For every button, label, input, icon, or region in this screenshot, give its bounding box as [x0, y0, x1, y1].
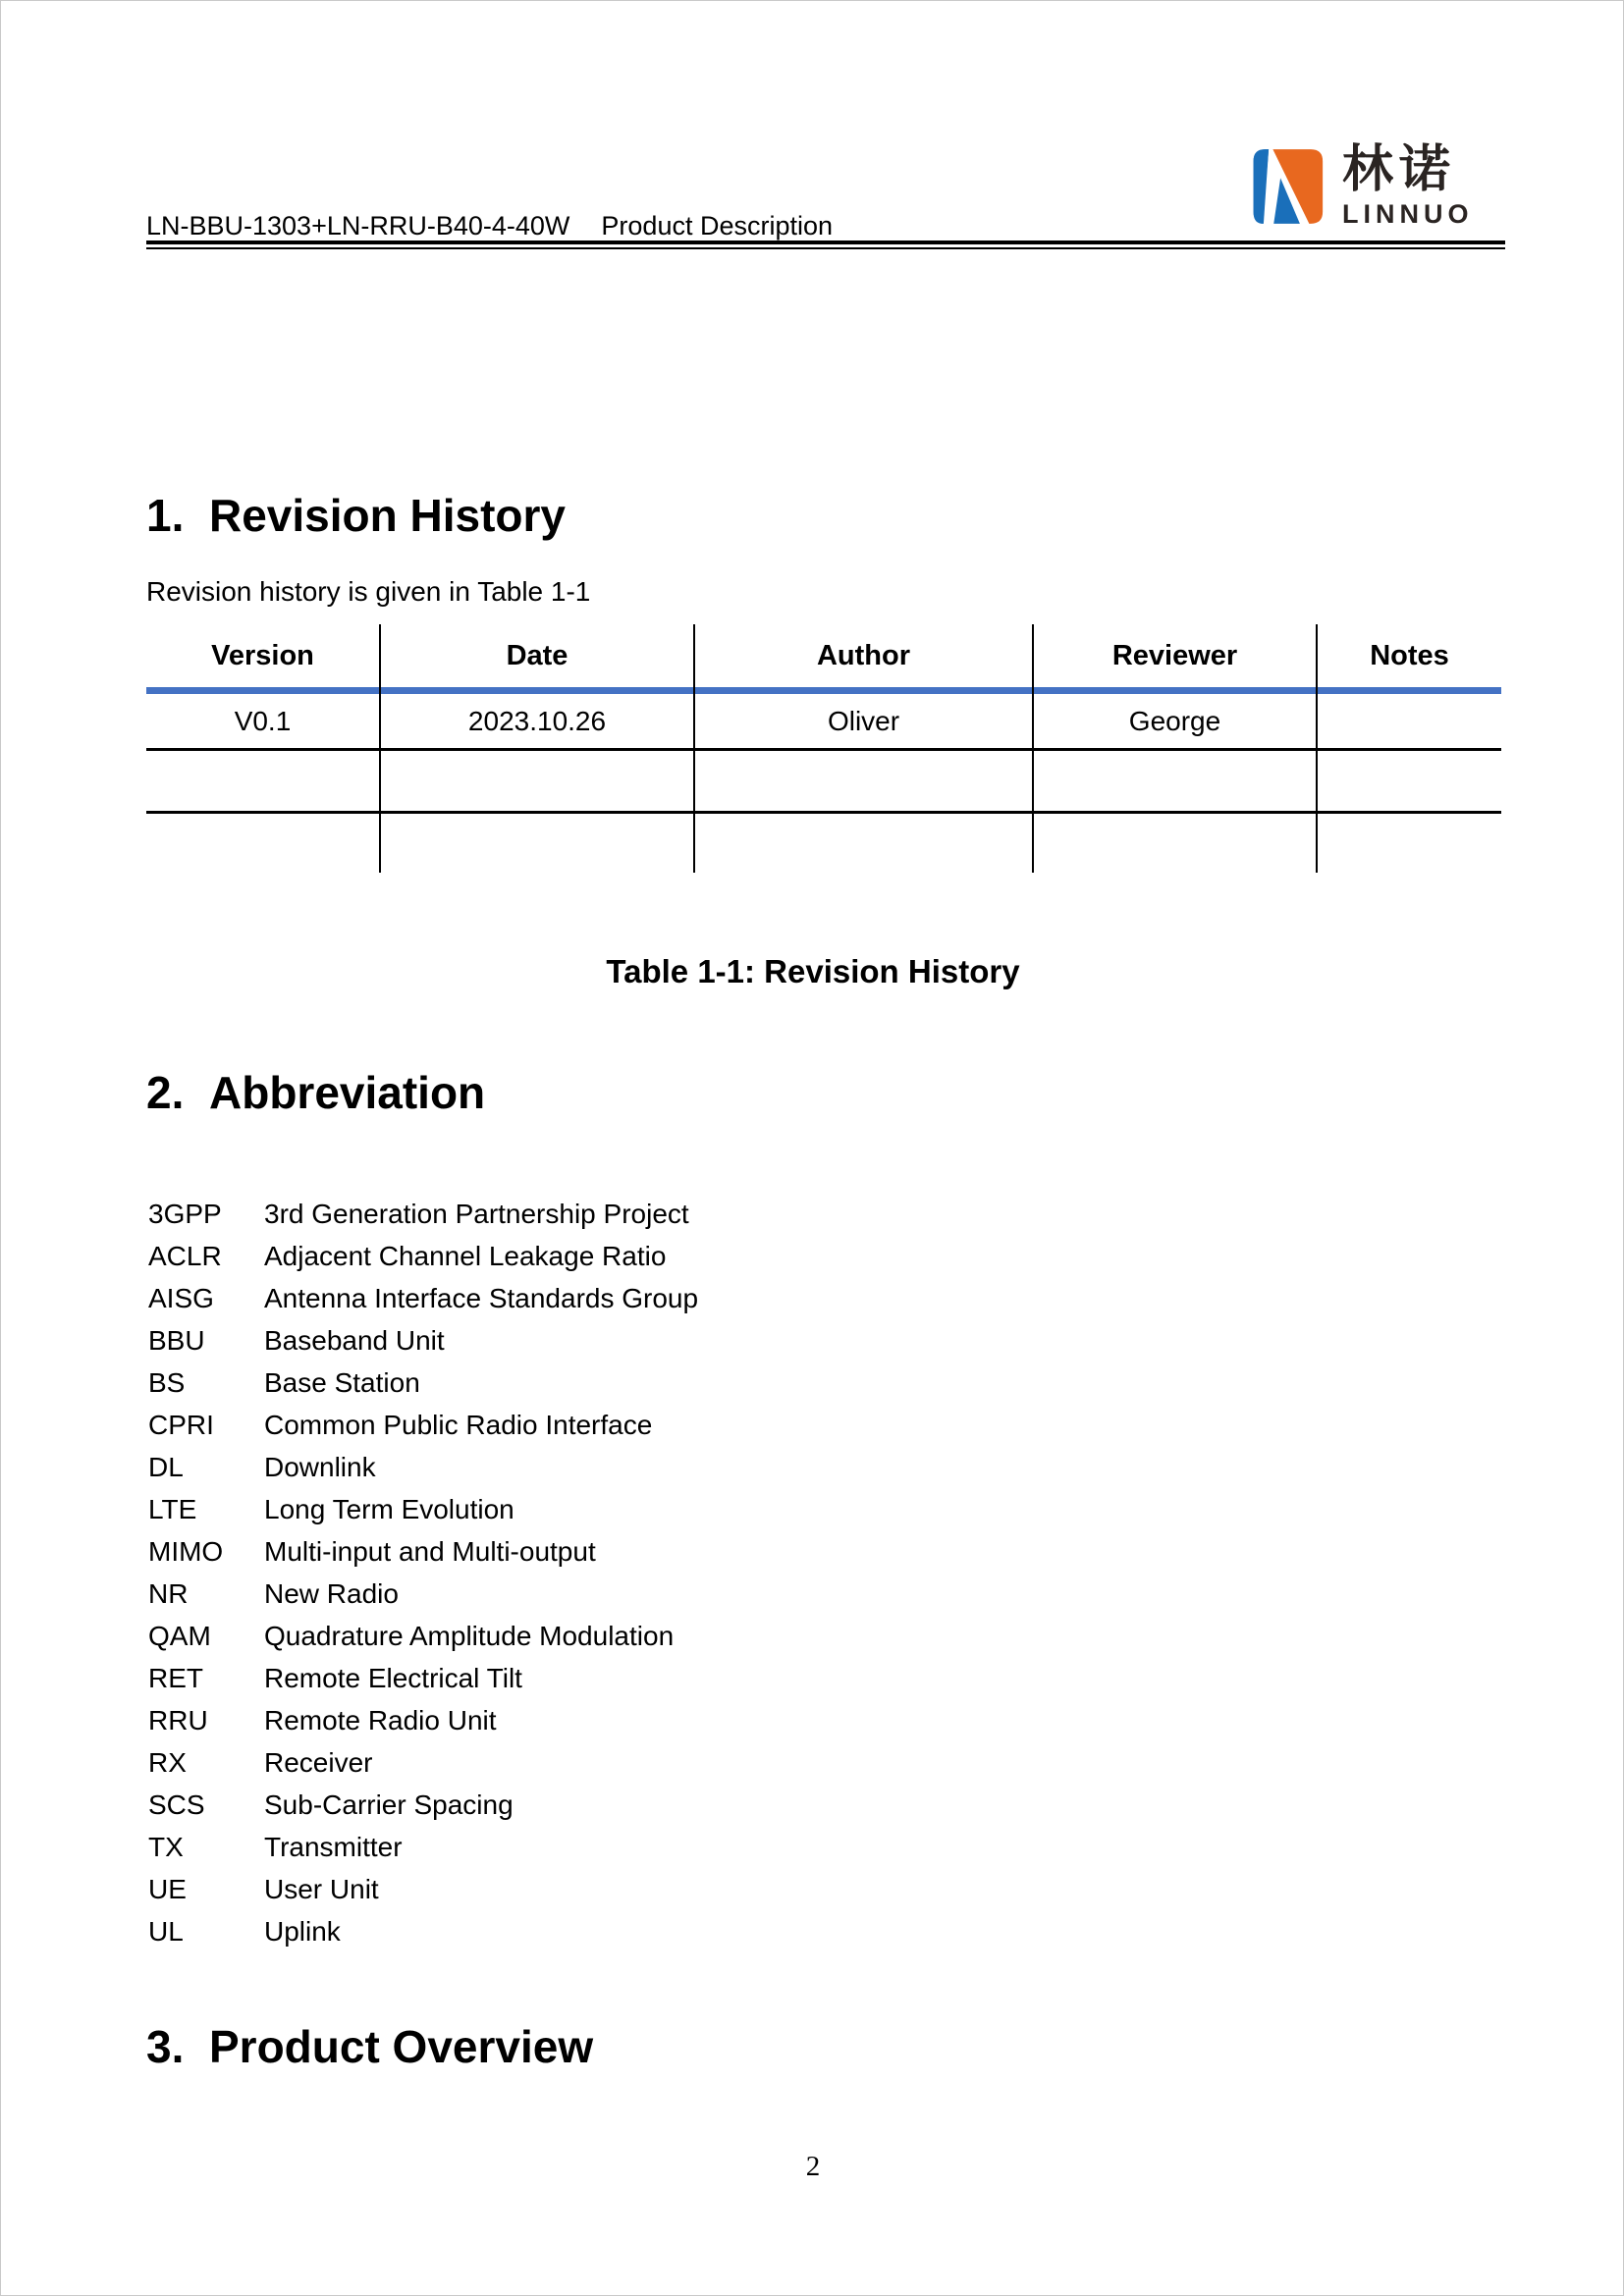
revision-history-table [146, 624, 1501, 873]
cell-author: Oliver [694, 694, 1033, 750]
heading-title: Revision History [209, 490, 566, 541]
abbrev-definition: Downlink [264, 1451, 376, 1482]
page-number: 2 [805, 2151, 821, 2182]
abbrev-row [148, 1868, 698, 1910]
abbrev-row [148, 1319, 698, 1362]
abbrev-row [148, 1699, 698, 1741]
cell-version: V0.1 [146, 694, 380, 750]
table-row [146, 813, 1501, 874]
abbrev-definition: Adjacent Channel Leakage Ratio [264, 1240, 667, 1271]
cell-author [694, 750, 1033, 813]
abbrev-term: UE [148, 1873, 187, 1904]
abbrev-definition: Transmitter [264, 1831, 403, 1862]
cell-version [146, 750, 380, 813]
abbrev-row [148, 1362, 698, 1404]
intro-paragraph: Revision history is given in Table 1-1 [146, 576, 591, 607]
abbrev-definition: Common Public Radio Interface [264, 1409, 653, 1440]
abbrev-row [148, 1530, 698, 1573]
abbrev-row [148, 1573, 698, 1615]
abbrev-definition: Multi-input and Multi-output [264, 1535, 596, 1567]
header-double-rule [146, 240, 1505, 249]
cell-date [380, 750, 694, 813]
abbrev-term: ACLR [148, 1240, 222, 1271]
abbrev-row [148, 1235, 698, 1277]
abbrev-definition: Receiver [264, 1746, 373, 1778]
cell-date [380, 813, 694, 874]
heading-title: Product Overview [209, 2021, 594, 2072]
abbrev-row [148, 1446, 698, 1488]
table-row [146, 750, 1501, 813]
abbrev-definition: Base Station [264, 1366, 420, 1398]
abbrev-term: MIMO [148, 1535, 224, 1567]
abbrev-definition: Remote Radio Unit [264, 1704, 497, 1735]
abbrev-definition: Remote Electrical Tilt [264, 1662, 522, 1693]
heading-number: 1. [146, 490, 185, 541]
company-logo [1244, 141, 1474, 229]
cell-author [694, 813, 1033, 874]
abbrev-term: SCS [148, 1789, 205, 1820]
section-heading-product-overview [146, 2021, 593, 2072]
cell-reviewer [1033, 750, 1317, 813]
abbrev-term: 3GPP [148, 1198, 222, 1229]
logo-chinese-text: 林诺 [1342, 141, 1457, 198]
rule-thin-line [146, 247, 1505, 249]
cell-reviewer: George [1033, 694, 1317, 750]
abbrev-row [148, 1193, 698, 1235]
abbrev-definition: Quadrature Amplitude Modulation [264, 1620, 675, 1651]
column-header-notes: Notes [1317, 624, 1501, 687]
abbrev-row [148, 1784, 698, 1826]
heading-number: 2. [146, 1067, 185, 1118]
abbrev-term: BBU [148, 1324, 205, 1356]
abbrev-definition: 3rd Generation Partnership Project [264, 1198, 689, 1229]
section-heading-abbreviation [146, 1067, 485, 1118]
column-header-reviewer: Reviewer [1033, 624, 1317, 687]
cell-reviewer [1033, 813, 1317, 874]
abbrev-row [148, 1741, 698, 1784]
abbrev-definition: Baseband Unit [264, 1324, 445, 1356]
abbrev-definition: Antenna Interface Standards Group [264, 1282, 699, 1313]
abbrev-term: TX [148, 1831, 184, 1862]
cell-version [146, 813, 380, 874]
logo-latin-text: LINNUO [1342, 199, 1474, 229]
abbrev-definition: New Radio [264, 1577, 399, 1609]
header-doc-code: LN-BBU-1303+LN-RRU-B40-4-40W [146, 211, 570, 240]
abbrev-term: RX [148, 1746, 187, 1778]
heading-number: 3. [146, 2021, 185, 2072]
abbreviation-list [148, 1193, 698, 1952]
abbrev-term: LTE [148, 1493, 197, 1524]
heading-title: Abbreviation [209, 1067, 486, 1118]
table-header-row [146, 624, 1501, 687]
cell-date: 2023.10.26 [380, 694, 694, 750]
abbrev-term: NR [148, 1577, 189, 1609]
linnuo-logo-icon [1244, 144, 1330, 229]
abbrev-row [148, 1657, 698, 1699]
abbrev-row [148, 1615, 698, 1657]
table-accent-bar [146, 687, 1501, 694]
column-header-version: Version [211, 639, 314, 671]
cell-notes [1317, 750, 1501, 813]
section-heading-revision-history [146, 490, 566, 541]
abbrev-term: UL [148, 1915, 184, 1947]
abbrev-definition: Sub-Carrier Spacing [264, 1789, 514, 1820]
abbrev-definition: User Unit [264, 1873, 379, 1904]
abbrev-term: BS [148, 1366, 186, 1398]
abbrev-term: DL [148, 1451, 184, 1482]
abbrev-row [148, 1910, 698, 1952]
column-header-date: Date [380, 624, 694, 687]
abbrev-term: AISG [148, 1282, 214, 1313]
abbrev-definition: Long Term Evolution [264, 1493, 514, 1524]
abbrev-row [148, 1488, 698, 1530]
abbrev-term: QAM [148, 1620, 211, 1651]
abbrev-row [148, 1826, 698, 1868]
abbrev-row [148, 1404, 698, 1446]
rule-thick-line [146, 240, 1505, 244]
cell-notes [1317, 694, 1501, 750]
abbrev-definition: Uplink [264, 1915, 341, 1947]
table-row [146, 694, 1501, 750]
abbrev-term: CPRI [148, 1409, 214, 1440]
cell-notes [1317, 813, 1501, 874]
column-header-author: Author [694, 624, 1033, 687]
abbrev-term: RET [148, 1662, 203, 1693]
table-caption: Table 1-1: Revision History [606, 953, 1020, 989]
logo-text-block [1342, 141, 1474, 229]
page-header [146, 211, 833, 240]
abbrev-term: RRU [148, 1704, 208, 1735]
abbrev-row [148, 1277, 698, 1319]
header-doc-title: Product Description [601, 211, 834, 240]
